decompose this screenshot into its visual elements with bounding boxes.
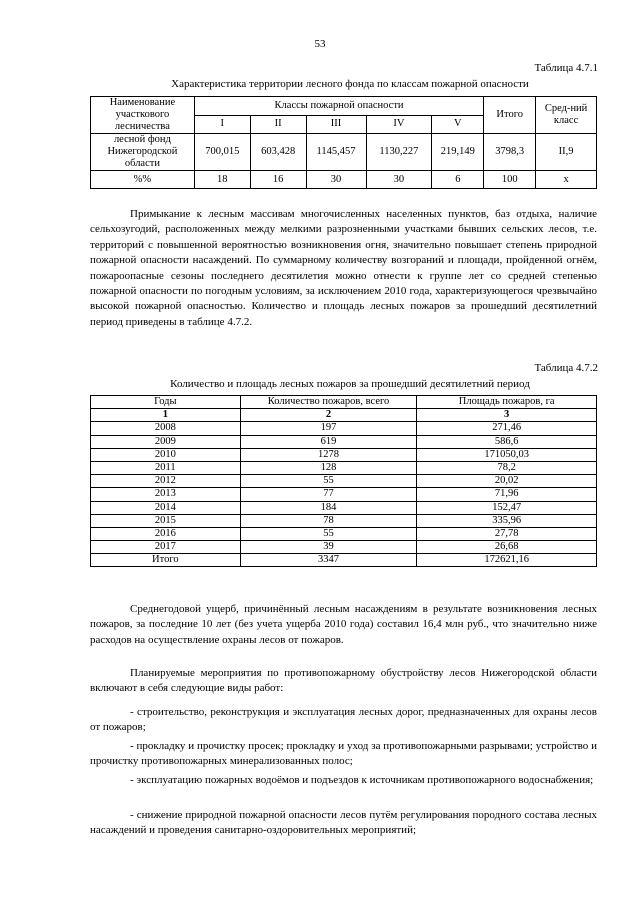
table-cell: 152,47 bbox=[417, 501, 597, 514]
table-row bbox=[91, 501, 597, 514]
table-cell: 77 bbox=[240, 488, 417, 501]
table-cell: 71,96 bbox=[417, 488, 597, 501]
table-row bbox=[91, 527, 597, 540]
list-item: - прокладку и прочистку просек; прокладку и уход за противопожарными разрывами; устройство и прочистку противопожарных минерализованных полос; bbox=[90, 740, 597, 768]
table-cell: 586,6 bbox=[417, 435, 597, 448]
table-cell: 20,02 bbox=[417, 475, 597, 488]
table-cell: 619 bbox=[240, 435, 417, 448]
table-cell: 16 bbox=[250, 171, 306, 189]
header-count: Количество пожаров, всего bbox=[240, 396, 417, 409]
header-classes: Классы пожарной опасности bbox=[194, 97, 483, 116]
table-cell: 18 bbox=[194, 171, 250, 189]
table-cell: 78,2 bbox=[417, 461, 597, 474]
table-cell: 2014 bbox=[91, 501, 241, 514]
table-cell: 2009 bbox=[91, 435, 241, 448]
table-cell: II,9 bbox=[536, 134, 597, 171]
header-class: V bbox=[432, 115, 484, 134]
header-years: Годы bbox=[91, 396, 241, 409]
table-row bbox=[91, 554, 597, 567]
column-number: 3 bbox=[417, 409, 597, 422]
table-row bbox=[91, 448, 597, 461]
table-cell: 197 bbox=[240, 422, 417, 435]
list-item: - строительство, реконструкция и эксплуатация лесных дорог, предназначенных для охраны лесов от пожаров; bbox=[90, 706, 597, 734]
table-cell: 55 bbox=[240, 475, 417, 488]
paragraph: Примыкание к лесным массивам многочисленных населенных пунктов, баз отдыха, наличие сельхозугодий, расположенных между мелкими разрозненными участками бывших сельских лесов, т.е. территорий с повышенной вероятностью возникновения огня, значительно повышает степень природной пожарной опасности насаждений. По суммарному количеству возгораний и площади, пройденной огнём, пожароопасные сезоны последнего десятилетия можно отнести к группе лет со средней степенью пожарной опасности по погодным условиям, за исключением 2010 года, характеризующегося чрезвычайно высокой пожарной опасностью. Количество и площадь лесных пожаров за прошедший десятилетний период приведены в таблице 4.7.2. bbox=[90, 208, 597, 328]
column-number: 1 bbox=[91, 409, 241, 422]
paragraph: Планируемые мероприятия по противопожарному обустройству лесов Нижегородской области включают в себя следующие виды работ: bbox=[90, 667, 597, 695]
header-class: III bbox=[306, 115, 366, 134]
header-class: II bbox=[250, 115, 306, 134]
table-cell: лесной фонд Нижегородской области bbox=[91, 134, 195, 171]
table2-title: Количество и площадь лесных пожаров за прошедший десятилетний период bbox=[170, 378, 530, 390]
table-cell: 78 bbox=[240, 514, 417, 527]
table-cell: 39 bbox=[240, 541, 417, 554]
table-cell: 26,68 bbox=[417, 541, 597, 554]
page-number: 53 bbox=[314, 38, 326, 50]
table-cell: 30 bbox=[306, 171, 366, 189]
table1-title: Характеристика территории лесного фонда по классам пожарной опасности bbox=[171, 78, 529, 90]
table-cell: 219,149 bbox=[432, 134, 484, 171]
table-cell: 2017 bbox=[91, 541, 241, 554]
table1-caption: Таблица 4.7.1 bbox=[534, 62, 598, 74]
header-class: IV bbox=[366, 115, 432, 134]
header-total: Итого bbox=[484, 97, 536, 134]
table-row bbox=[91, 422, 597, 435]
table-cell: 184 bbox=[240, 501, 417, 514]
table-cell: 1130,227 bbox=[366, 134, 432, 171]
list-item: - снижение природной пожарной опасности лесов путём регулирования породного состава лесных насаждений и проведения санитарно-оздоровительных мероприятий; bbox=[90, 809, 597, 837]
table-cell: 171050,03 bbox=[417, 448, 597, 461]
table-row bbox=[91, 134, 597, 171]
table-cell: 2015 bbox=[91, 514, 241, 527]
table-cell: 3347 bbox=[240, 554, 417, 567]
table-cell: 55 bbox=[240, 527, 417, 540]
header-forestry: Наименование участкового лесничества bbox=[91, 97, 195, 134]
table-row bbox=[91, 514, 597, 527]
table-row bbox=[91, 435, 597, 448]
table-cell: 271,46 bbox=[417, 422, 597, 435]
table-cell: 6 bbox=[432, 171, 484, 189]
table-cell: 30 bbox=[366, 171, 432, 189]
table-cell: 128 bbox=[240, 461, 417, 474]
header-avg-class: Сред-ний класс bbox=[536, 97, 597, 134]
table-cell: 3798,3 bbox=[484, 134, 536, 171]
table-cell: Итого bbox=[91, 554, 241, 567]
table-row bbox=[91, 488, 597, 501]
table-row bbox=[91, 461, 597, 474]
table-cell: 172621,16 bbox=[417, 554, 597, 567]
header-area: Площадь пожаров, га bbox=[417, 396, 597, 409]
table-cell: 2011 bbox=[91, 461, 241, 474]
table-cell: х bbox=[536, 171, 597, 189]
fire-class-table bbox=[90, 96, 597, 189]
table-row bbox=[91, 475, 597, 488]
table-cell: 27,78 bbox=[417, 527, 597, 540]
table-row bbox=[91, 171, 597, 189]
table2-caption: Таблица 4.7.2 bbox=[534, 362, 598, 374]
header-class: I bbox=[194, 115, 250, 134]
table-cell: 2010 bbox=[91, 448, 241, 461]
fires-table bbox=[90, 395, 597, 567]
column-number: 2 bbox=[240, 409, 417, 422]
table-cell: 1145,457 bbox=[306, 134, 366, 171]
table-cell: 603,428 bbox=[250, 134, 306, 171]
table-cell: 100 bbox=[484, 171, 536, 189]
table-cell: 2012 bbox=[91, 475, 241, 488]
table-cell: 2008 bbox=[91, 422, 241, 435]
list-item: - эксплуатацию пожарных водоёмов и подъездов к источникам противопожарного водоснабжения; bbox=[130, 774, 594, 786]
paragraph: Среднегодовой ущерб, причинённый лесным насаждениям в результате возникновения лесных пожаров, за последние 10 лет (без учета ущерба 2010 года) составил 16,4 млн руб., что значительно ниже расходов на осуществление охраны лесов от пожаров. bbox=[90, 603, 597, 646]
table-cell: %% bbox=[91, 171, 195, 189]
table-cell: 700,015 bbox=[194, 134, 250, 171]
table-row bbox=[91, 541, 597, 554]
table-cell: 2013 bbox=[91, 488, 241, 501]
table-cell: 1278 bbox=[240, 448, 417, 461]
table-cell: 335,96 bbox=[417, 514, 597, 527]
table-cell: 2016 bbox=[91, 527, 241, 540]
